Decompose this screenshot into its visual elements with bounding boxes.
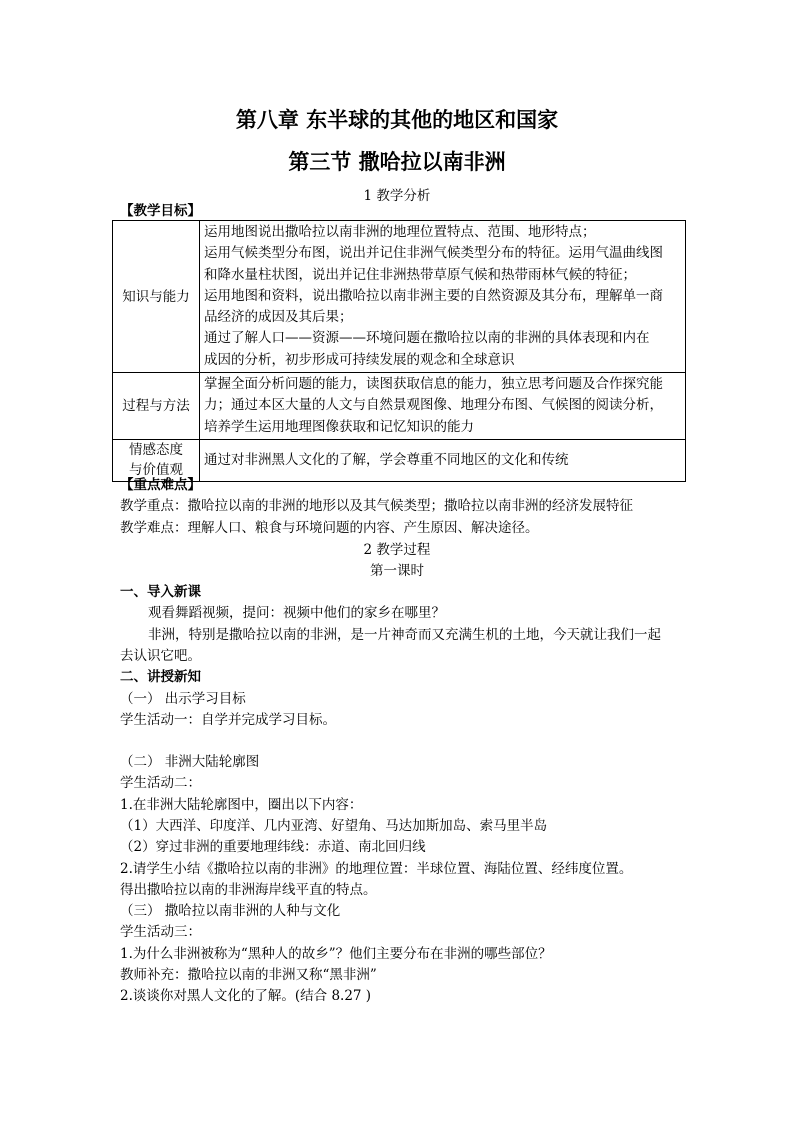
objectives-heading: 【教学目标】 [120,203,201,219]
objectives-table [112,220,686,482]
activity-3-item-1: 1.为什么非洲被称为“黑种人的故乡”？他们主要分布在非洲的哪些部位？ [120,946,552,962]
lesson-heading: 第一课时 [370,563,424,579]
chapter-title: 第八章 东半球的其他的地区和国家 [235,108,559,132]
sub1-heading: （一） 出示学习目标 [120,691,246,707]
activity-2-conclusion: 得出撒哈拉以南的非洲海岸线平直的特点。 [120,882,377,898]
objective-line: 运用地图说出撒哈拉以南非洲的地理位置特点、范围、地形特点； [204,224,596,240]
intro-paragraph-1: 观看舞蹈视频，提问：视频中他们的家乡在哪里？ [148,605,445,621]
key-point: 教学重点：撒哈拉以南的非洲的地形以及其气候类型；撒哈拉以南非洲的经济发展特征 [120,498,633,514]
objective-label-line: 与价值观 [129,462,183,479]
intro-paragraph-2a: 非洲，特别是撒哈拉以南的非洲，是一片神奇而又充满生机的土地，今天就让我们一起 [148,627,661,643]
part1-heading: 1 教学分析 [363,188,431,204]
objective-content [200,439,686,481]
objective-label: 知识与能力 [113,221,200,373]
activity-2-item-1-1: （1）大西洋、印度洋、几内亚湾、好望角、马达加斯加岛、索马里半岛 [120,818,548,834]
activity-2-item-1-2: （2）穿过非洲的重要地理纬线：赤道、南北回归线 [120,839,426,855]
objective-line: 力；通过本区大量的人文与自然景观图像、地理分布图、气候图的阅读分析， [204,397,663,414]
objective-label: 过程与方法 [113,373,200,440]
objective-line: 和降水量柱状图，说出并记住非洲热带草原气候和热带雨林气候的特征； [204,266,636,283]
objective-content [200,221,686,373]
objective-line: 成因的分析，初步形成可持续发展的观念和全球意识 [204,351,515,368]
sub3-heading: （三） 撒哈拉以南非洲的人种与文化 [120,903,341,919]
objective-line: 运用地图和资料，说出撒哈拉以南非洲主要的自然资源及其分布，理解单一商 [204,287,663,304]
objective-line: 品经济的成因及其后果； [204,309,353,326]
objective-content [200,373,686,440]
activity-2-item-1: 1.在非洲大陆轮廓图中，圈出以下内容： [120,797,363,813]
part2-heading: 2 教学过程 [363,542,431,558]
intro-paragraph-2b: 去认识它吧。 [120,648,201,664]
activity-2-item-2: 2.请学生小结《撒哈拉以南的非洲》的地理位置：半球位置、海陆位置、经纬度位置。 [120,861,633,877]
activity-2: 学生活动二： [120,775,201,791]
objective-line: 通过了解人口——资源——环境问题在撒哈拉以南的非洲的具体表现和内在 [204,330,650,347]
sec1-heading: 一、导入新课 [120,584,201,600]
teacher-note: 教师补充：撒哈拉以南的非洲又称“黑非洲” [120,967,377,983]
objective-line: 掌握全面分析问题的能力，读图获取信息的能力，独立思考问题及合作探究能 [204,376,663,393]
objective-line: 运用气候类型分布图，说出并记住非洲气候类型分布的特征。运用气温曲线图 [204,245,663,262]
objective-row-knowledge [113,221,686,373]
objective-label-line: 情感态度 [129,442,183,459]
activity-1: 学生活动一：自学并完成学习目标。 [120,712,336,728]
objective-row-process [113,373,686,440]
key-points-heading: 【重点难点】 [120,477,201,493]
objective-line: 通过对非洲黑人文化的了解，学会尊重不同地区的文化和传统 [204,451,569,468]
sub2-heading: （二） 非洲大陆轮廓图 [120,754,260,770]
section-title: 第三节 撒哈拉以南非洲 [288,150,506,174]
difficult-point: 教学难点：理解人口、粮食与环境问题的内容、产生原因、解决途径。 [120,520,539,536]
activity-3-item-2: 2.谈谈你对黑人文化的了解。(结合 8.27 ) [120,988,372,1004]
sec2-heading: 二、讲授新知 [120,669,201,685]
activity-3: 学生活动三： [120,924,201,940]
objective-line: 培养学生运用地理图像获取和记忆知识的能力 [204,418,474,435]
